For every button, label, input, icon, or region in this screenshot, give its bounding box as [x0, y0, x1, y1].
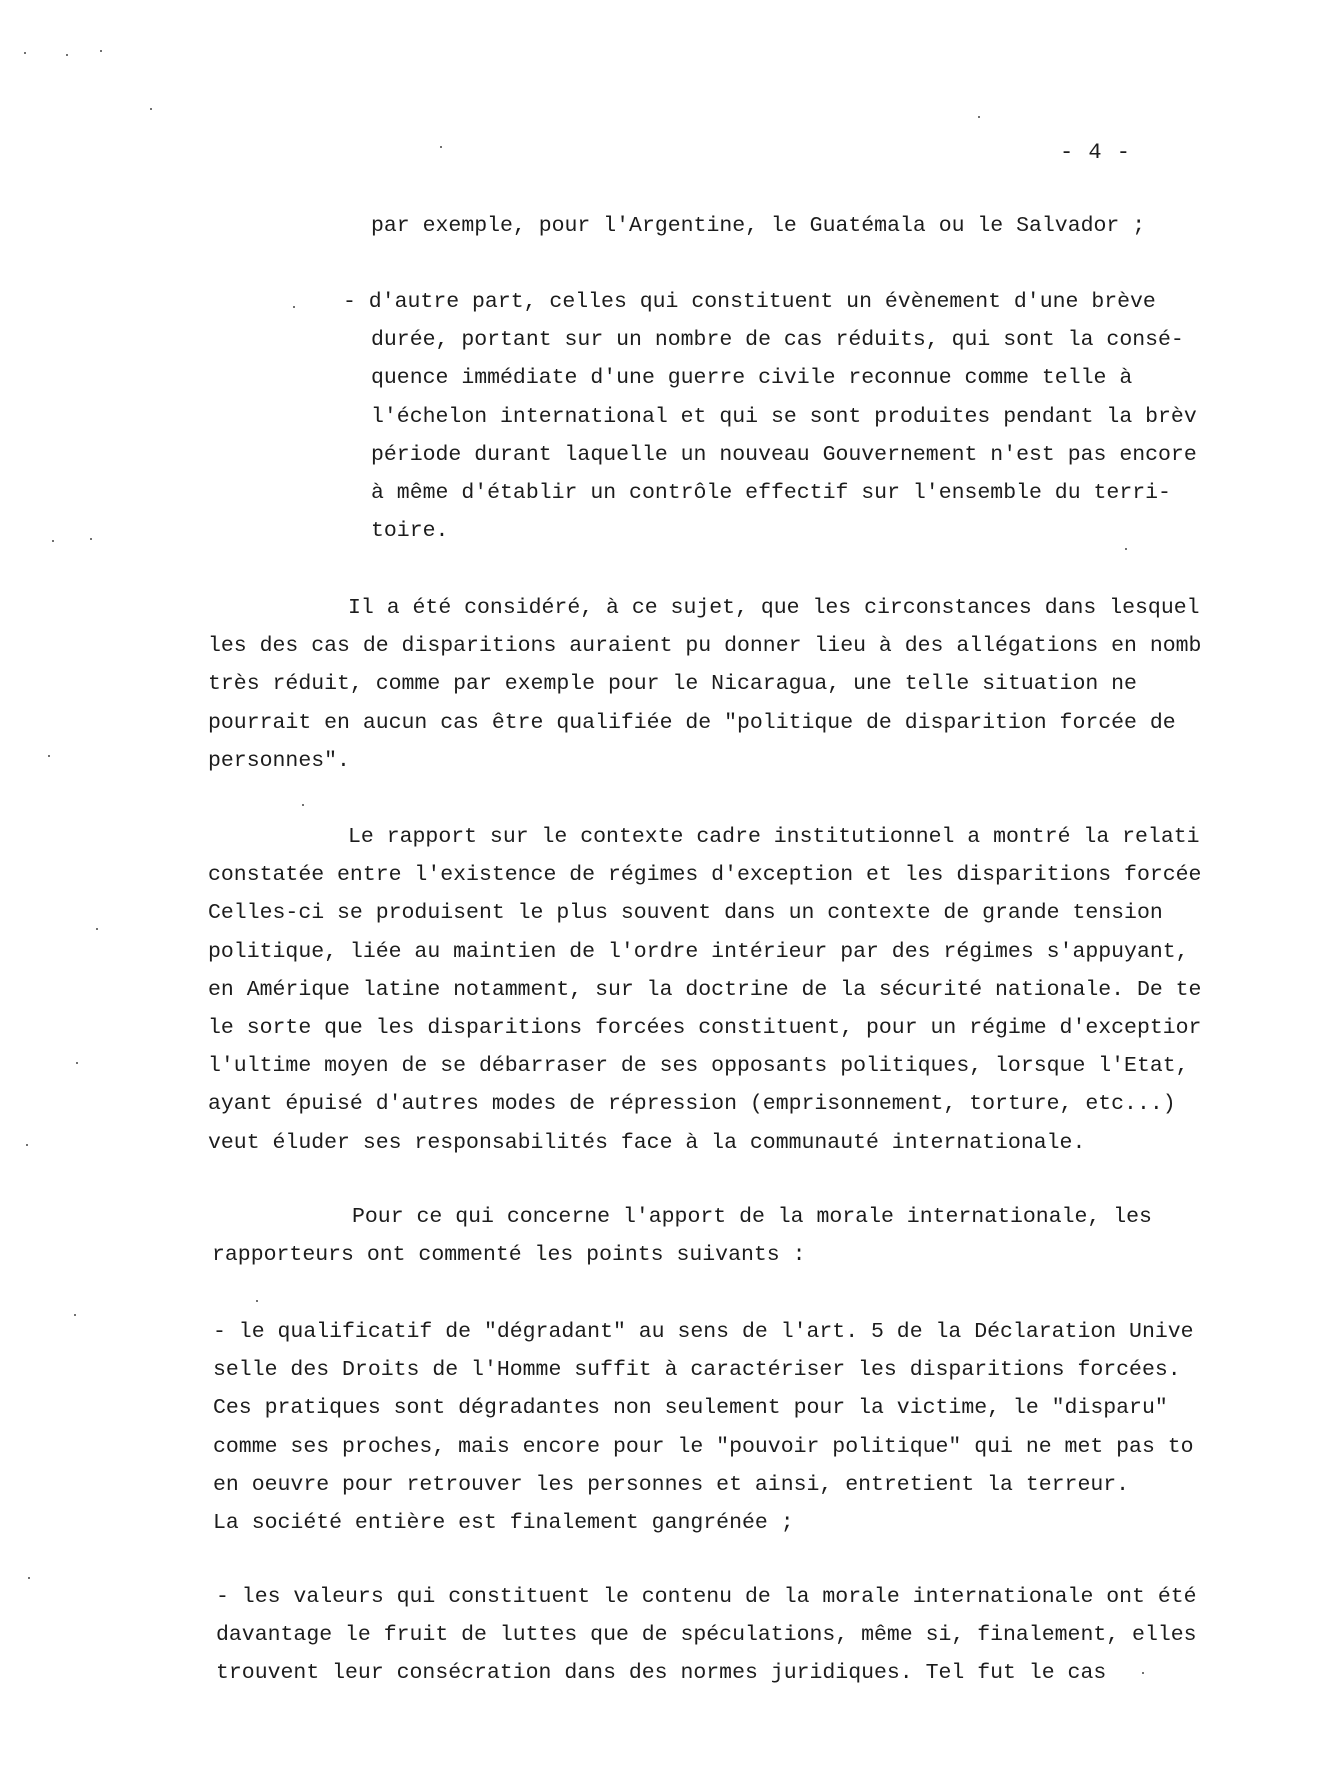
text-line: à même d'établir un contrôle effectif sur l'ensemble du terri- — [371, 480, 1171, 505]
scan-speck — [100, 50, 102, 52]
scan-speck — [76, 1062, 78, 1064]
scan-speck — [48, 755, 50, 757]
text-line: - d'autre part, celles qui constituent un évènement d'une brève — [343, 290, 1156, 314]
text-line: comme ses proches, mais encore pour le "pouvoir politique" qui ne met pas to — [213, 1434, 1194, 1459]
text-line: Pour ce qui concerne l'apport de la morale internationale, les — [352, 1205, 1152, 1229]
text-line: veut éluder ses responsabilités face à la communauté internationale. — [208, 1130, 1086, 1155]
text-line: politique, liée au maintien de l'ordre intérieur par des régimes s'appuyant, — [208, 939, 1189, 964]
scan-speck — [52, 540, 54, 542]
text-line: quence immédiate d'une guerre civile reconnue comme telle à — [371, 366, 1133, 391]
bullet-valeurs — [216, 1578, 1210, 1693]
text-line: en Amérique latine notamment, sur la doctrine de la sécurité nationale. De te — [208, 977, 1202, 1002]
scan-speck — [1142, 1672, 1144, 1674]
text-line: très réduit, comme par exemple pour le Nicaragua, une telle situation ne — [208, 672, 1137, 697]
continuation-text — [371, 207, 1145, 245]
text-line: Le rapport sur le contexte cadre institutionnel a montré la relati — [348, 825, 1200, 849]
text-line: pourrait en aucun cas être qualifiée de "politique de disparition forcée de — [208, 710, 1176, 735]
text-line: par exemple, pour l'Argentine, le Guatémala ou le Salvador ; — [371, 214, 1146, 238]
scan-speck — [90, 538, 92, 540]
text-line: période durant laquelle un nouveau Gouvernement n'est pas encore — [371, 442, 1197, 467]
text-line: ayant épuisé d'autres modes de répression (emprisonnement, torture, etc...) — [208, 1092, 1176, 1117]
scan-speck — [26, 1144, 28, 1146]
scan-speck — [1125, 548, 1127, 550]
scan-speck — [978, 116, 980, 118]
page-number: - 4 - — [1060, 140, 1132, 165]
scan-speck — [24, 52, 26, 54]
text-line: constatée entre l'existence de régimes d'exception et les disparitions forcée — [208, 863, 1202, 888]
text-line: l'échelon international et qui se sont produites pendant la brèv — [371, 404, 1197, 429]
scan-speck — [28, 1577, 30, 1579]
text-line: - les valeurs qui constituent le contenu de la morale internationale ont été — [216, 1585, 1197, 1609]
scan-speck — [66, 54, 68, 56]
bullet-autre-part — [343, 283, 1335, 550]
paragraph-considere — [208, 589, 1335, 780]
text-line: personnes". — [208, 748, 350, 773]
scan-speck — [293, 306, 295, 308]
text-line: trouvent leur consécration dans des normes juridiques. Tel fut le cas — [216, 1661, 1107, 1686]
paragraph-rapport — [208, 818, 1335, 1162]
scan-speck — [256, 1300, 258, 1302]
scan-speck — [96, 928, 98, 930]
text-line: Il a été considéré, à ce sujet, que les circonstances dans lesquel — [348, 596, 1200, 620]
bullet-degradant — [213, 1313, 1207, 1542]
text-line: toire. — [371, 519, 449, 544]
scan-speck — [150, 108, 152, 110]
text-line: rapporteurs ont commenté les points suivants : — [212, 1243, 806, 1268]
text-line: Celles-ci se produisent le plus souvent dans un contexte de grande tension — [208, 901, 1163, 926]
text-line: en oeuvre pour retrouver les personnes et ainsi, entretient la terreur. — [213, 1472, 1130, 1497]
text-line: - le qualificatif de "dégradant" au sens de l'art. 5 de la Déclaration Unive — [213, 1320, 1194, 1344]
text-line: l'ultime moyen de se débarraser de ses opposants politiques, lorsque l'Etat, — [208, 1054, 1189, 1079]
text-line: les des cas de disparitions auraient pu donner lieu à des allégations en nomb — [208, 634, 1202, 659]
paragraph-morale — [212, 1198, 1335, 1274]
scan-speck — [302, 804, 304, 806]
text-line: La société entière est finalement gangrénée ; — [213, 1510, 794, 1535]
text-line: davantage le fruit de luttes que de spéculations, même si, finalement, elles — [216, 1623, 1197, 1648]
text-line: Ces pratiques sont dégradantes non seulement pour la victime, le "disparu" — [213, 1396, 1168, 1421]
scan-speck — [74, 1314, 76, 1316]
text-line: le sorte que les disparitions forcées constituent, pour un régime d'exceptior — [208, 1015, 1202, 1040]
text-line: durée, portant sur un nombre de cas réduits, qui sont la consé- — [371, 328, 1184, 353]
scan-speck — [440, 146, 442, 148]
text-line: selle des Droits de l'Homme suffit à caractériser les disparitions forcées. — [213, 1358, 1181, 1383]
